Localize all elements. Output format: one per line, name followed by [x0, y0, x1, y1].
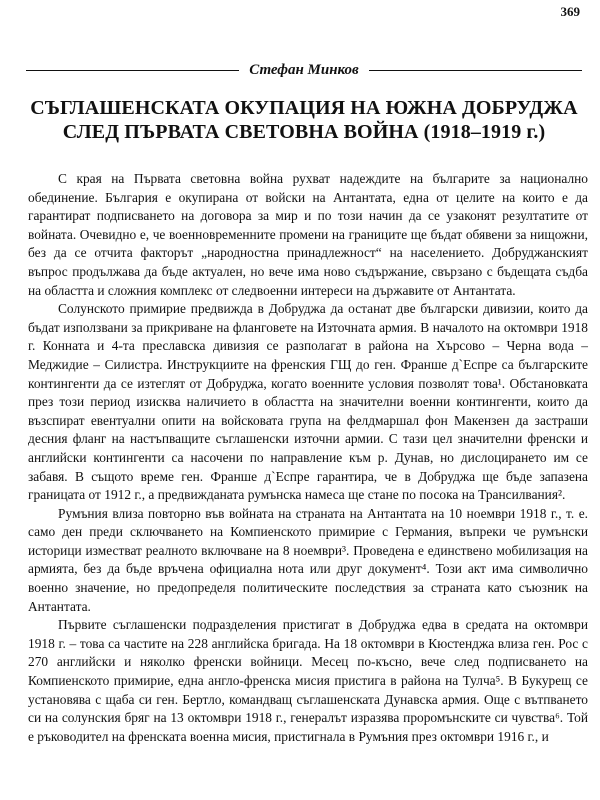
page-number: 369 — [560, 4, 580, 19]
paragraph: Солунското примирие предвижда в Добруджа да останат две български дивизии, които да бъдат използвани за прикриване на фланговете на Източната армия. В началото на октомври 1918 г. Конната и 4-та преславска дивизия се разполагат в района на Хърсово – Черна вода – Меджидие – Силистра. Инструкциите на френския ГЩ до ген. Франше д`Еспре са българските контингенти да се изтеглят от Добруджа, когато военните условия позволят това¹. Обстановката през този период изисква наличието в областта на значителни военни контингенти, които да възспират евентуални опити на войсковата група на фелдмаршал фон Макензен да застраши десния фланг на настъпващите съглашенски източни армии. С тази цел значителни френски и английски контингенти са насочени по направление към р. Дунав, но дислоцирането им се забавя. В същото време ген. Франше д`Еспре гарантира, че в Добруджа ще бъде запазена границата от 1912 г., а предвижданата румънска намеса ще стане по посока на Трансилвания². — [28, 301, 588, 503]
paragraph: Румъния влиза повторно във войната на страната на Антантата на 10 ноември 1918 г., т. е. само ден преди сключването на Компиенското примирие с Германия, въпреки че румънски историци изместват реалното включване на 8 ноември³. Проведена е единствено мобилизация на армията, без да бъде връчена официална нота или друг документ⁴. Този акт има символично военно значение, но предопределя политическите последствия за страната като съюзник на Антантата. — [28, 505, 588, 614]
article-title — [20, 96, 588, 144]
paragraph: С края на Първата световна война рухват надеждите на българите за национално обединение. България е окупирана от войски на Антантата, една от целите на които е да гарантират подписването на договора за мир и по този начин да се узаконят резултатите от войната. Очевидно е, че военновременните промени на границите ще бъдат обявени за нищожни, без да се отчита факторът „народностна принадлежност“ на населението. Добруджанският въпрос продължава да бъде актуален, но вече има ново съдържание, свързано с бъдещата съдба на областта и сложния комплекс от следвоенни интереси на държавите от Антантата. — [28, 171, 588, 298]
header-author: Стефан Минков — [249, 62, 359, 78]
title-line-2: СЛЕД ПЪРВАТА СВЕТОВНА ВОЙНА (1918–1919 г.) — [62, 121, 546, 143]
running-header — [26, 62, 582, 79]
header-rule-right — [369, 70, 582, 71]
header-rule-left — [26, 70, 239, 71]
title-line-1: СЪГЛАШЕНСКАТА ОКУПАЦИЯ НА ЮЖНА ДОБРУДЖА — [30, 97, 578, 119]
paragraph: Първите съглашенски подразделения пристигат в Добруджа едва в средата на октомври 1918 г. – това са частите на 228 английска бригада. На 18 октомври в Кюстенджа влиза ген. Рос с 270 английски и няколко френски войници. Месец по-късно, вече след подписването на Компиенското примирие, една англо-френска мисия пристига в района на Тулча⁵. В Букурещ се установява с щаба си ген. Бертло, командващ съглашенската Дунавска армия. Още с вътпването си на солунския бряг на 13 октомври 1918 г., генералът изразява проромънските си чувства⁶. Той е ръководител на френската военна мисия, пристигнала в Румъния през октомври 1916 г., и — [28, 617, 588, 744]
article-body — [28, 170, 588, 746]
